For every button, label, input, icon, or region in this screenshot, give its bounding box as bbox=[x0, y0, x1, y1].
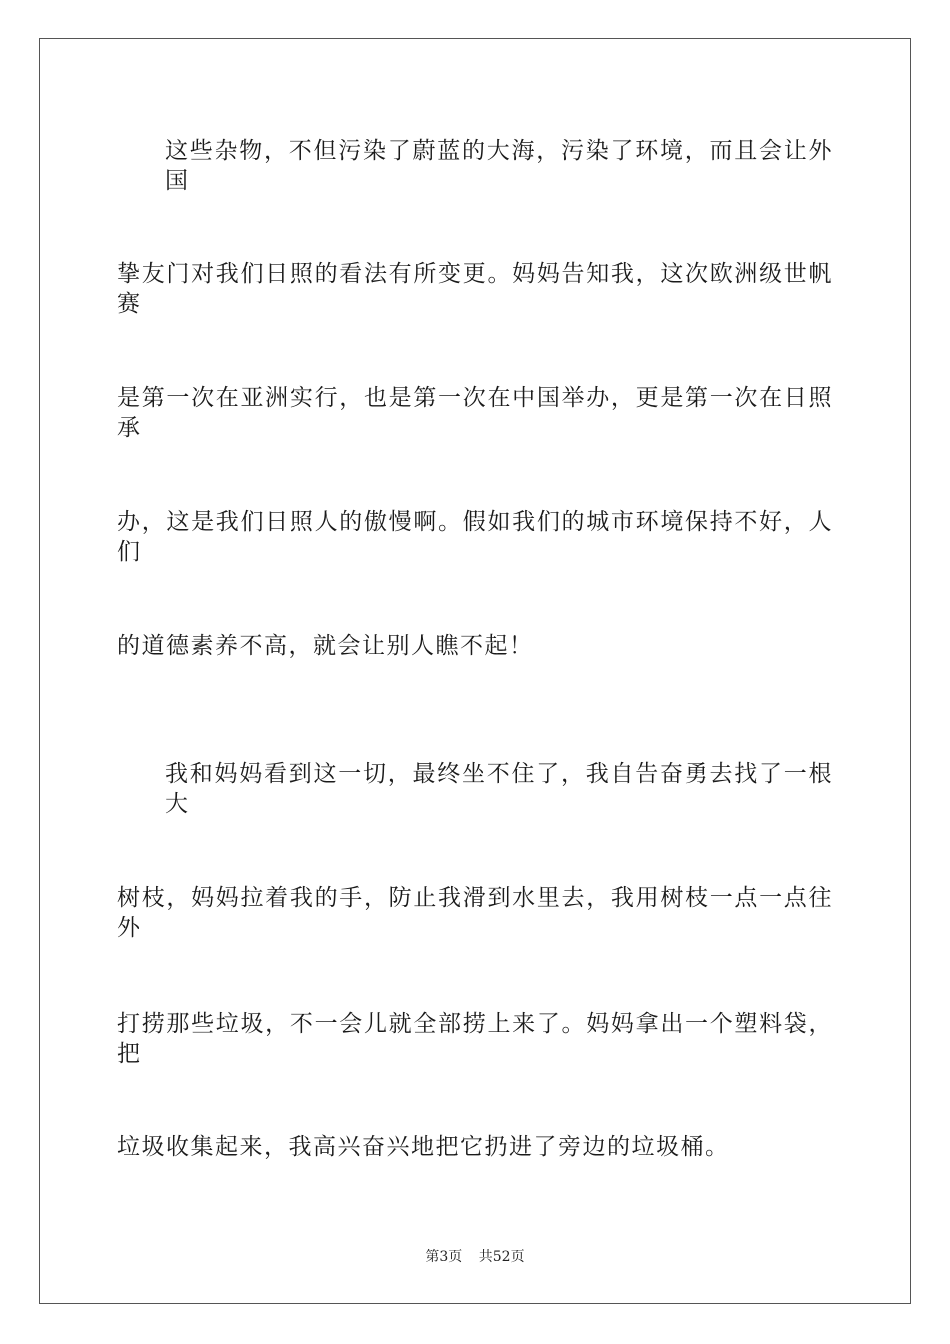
paragraph-2-line-2: 树枝，妈妈拉着我的手，防止我滑到水里去，我用树枝一点一点往外 bbox=[117, 885, 833, 941]
page-footer bbox=[0, 1246, 950, 1266]
page-frame bbox=[39, 38, 911, 1304]
paragraph-2-line-3: 打捞那些垃圾，不一会儿就全部捞上来了。妈妈拿出一个塑料袋，把 bbox=[117, 1011, 833, 1067]
paragraph-1-line-1: 这些杂物，不但污染了蔚蓝的大海，污染了环境，而且会让外国 bbox=[165, 138, 833, 194]
paragraph-1-line-3: 是第一次在亚洲实行，也是第一次在中国举办，更是第一次在日照承 bbox=[117, 385, 833, 441]
paragraph-1-line-5: 的道德素养不高，就会让别人瞧不起！ bbox=[117, 633, 534, 659]
paragraph-1-line-4: 办，这是我们日照人的傲慢啊。假如我们的城市环境保持不好，人们 bbox=[117, 509, 833, 565]
page-number: 第3页 bbox=[425, 1249, 463, 1265]
total-pages: 共52页 bbox=[478, 1249, 525, 1265]
paragraph-2-line-4: 垃圾收集起来，我高兴奋兴地把它扔进了旁边的垃圾桶。 bbox=[117, 1134, 730, 1160]
paragraph-2-line-1: 我和妈妈看到这一切，最终坐不住了，我自告奋勇去找了一根大 bbox=[165, 761, 833, 817]
paragraph-1-line-2: 挚友门对我们日照的看法有所变更。妈妈告知我，这次欧洲级世帆赛 bbox=[117, 261, 833, 317]
